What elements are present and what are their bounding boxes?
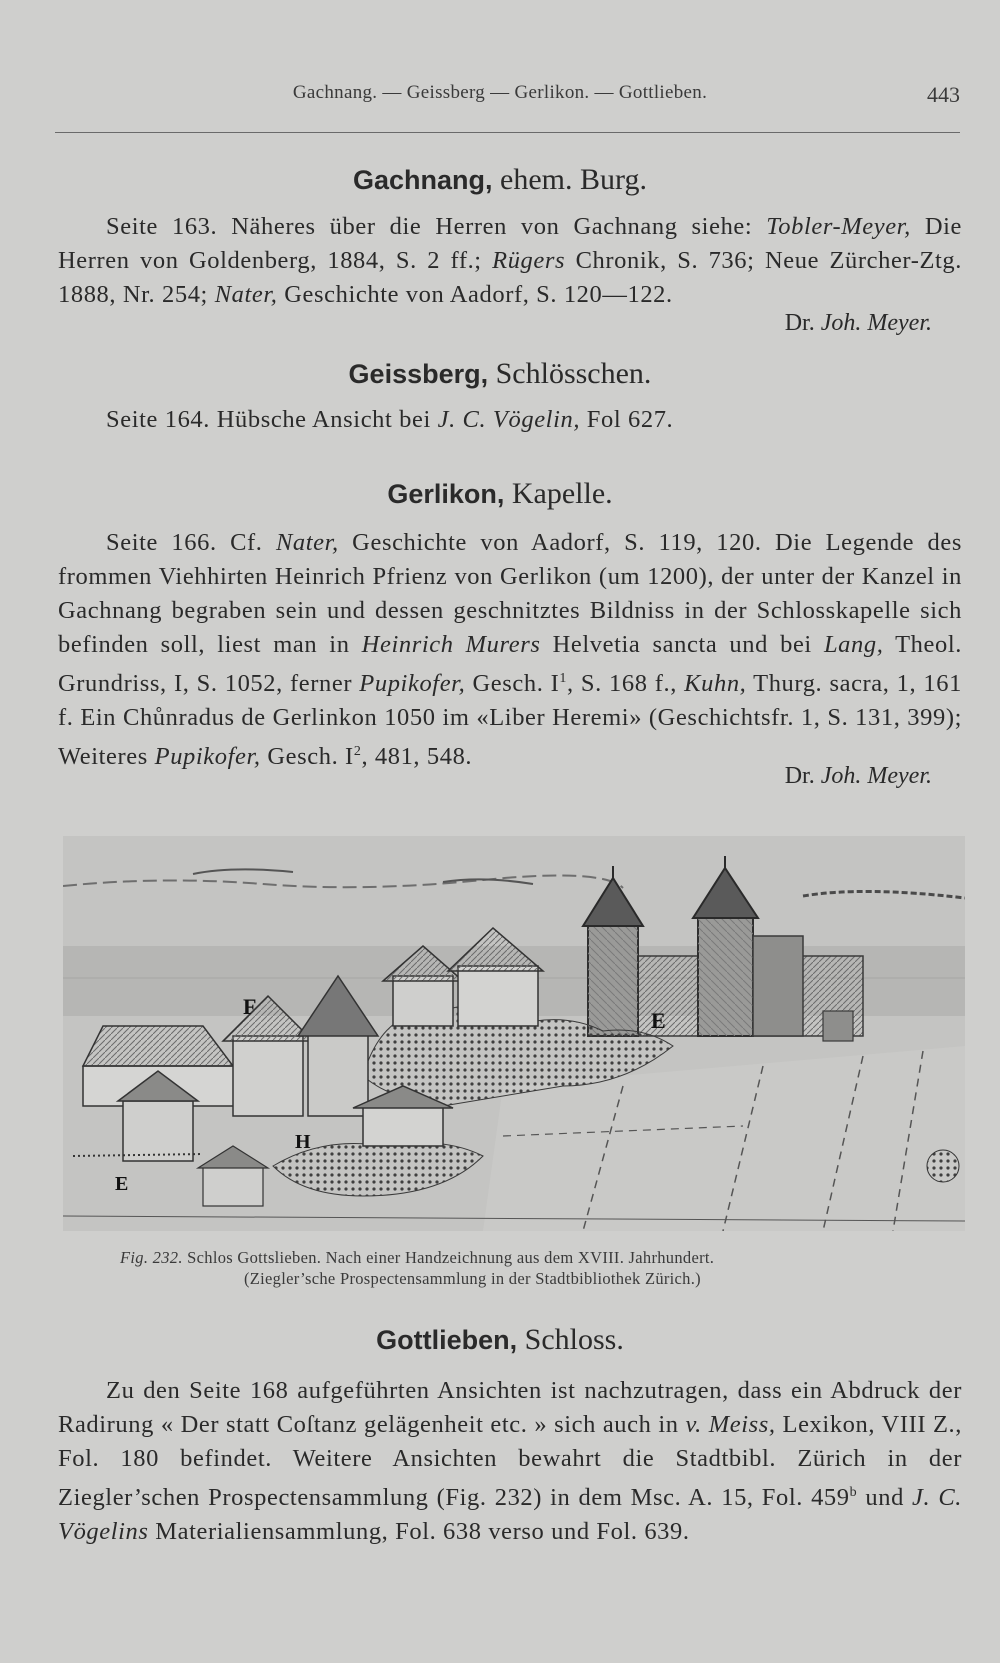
figure-label-f: F — [243, 994, 257, 1019]
running-head: Gachnang. — Geissberg — Gerlikon. — Gottlieben. — [292, 82, 708, 103]
header-rule — [55, 132, 960, 133]
illustration-gottlieben-castle — [63, 836, 965, 1231]
figure-label-e: E — [115, 1173, 129, 1195]
figure-caption: Fig. 232. Schlos Gottslieben. Nach einer Handzeichnung aus dem XVIII. Jahrhundert. (Ziegler’sche Prospectensammlung in der Stadtbibliothek Zürich.) — [120, 1248, 715, 1288]
section-heading-geissberg: Geissberg, Schlösschen. — [348, 357, 652, 390]
section-text-gottlieben: Zu den Seite 168 aufgeführten Ansichten ist nachzutragen, dass ein Abdruck der Radirung « Der statt Coſtanz gelägenheit etc. » sich auch in v. Meiss, Lexikon, VIII Z., Fol. 180 befindet. Weitere Ansichten bewahrt die Stadtbibl. Zürich in der Ziegler’schen Prospectensammlung (Fig. 232) in dem Msc. A. 15, Fol. 459$^b$ und J. C. Vögelins Materialiensammlung, Fol. 638 verso und Fol. 639. — [58, 1377, 963, 1546]
section-heading-gachnang: Gachnang, ehem. Burg. — [353, 163, 647, 196]
section-text-geissberg: Seite 164. Hübsche Ansicht bei J. C. Vögelin, Fol 627. — [106, 406, 674, 433]
section-heading-gottlieben: Gottlieben, Schloss. — [376, 1323, 624, 1356]
section-text-gachnang: Seite 163. Näheres über die Herren von Gachnang siehe: Tobler-Meyer, Die Herren von Goldenberg, 1884, S. 2 ff.; Rügers Chronik, S. 736; Neue Zürcher-Ztg. 1888, Nr. 254; Nater, Geschichte von Aadorf, S. 120—122. — [58, 213, 963, 308]
figure-label-h: H — [295, 1131, 311, 1153]
signature: Dr. Joh. Meyer. — [784, 310, 932, 336]
page-number: 443 — [927, 82, 960, 107]
section-heading-gerlikon: Gerlikon, Kapelle. — [387, 477, 613, 510]
signature: Dr. Joh. Meyer. — [784, 763, 932, 789]
section-text-gerlikon: Seite 166. Cf. Nater, Geschichte von Aadorf, S. 119, 120. Die Legende des frommen Viehhirten Heinrich Pfrienz von Gerlikon (um 1200), der unter der Kanzel in Gachnang begraben sein und dessen geschnitztes Bildniss in der Schlosskapelle sich befinden soll, liest man in Heinrich Murers Helvetia sancta und bei Lang, Theol. Grundriss, I, S. 1052, ferner Pupikofer, Gesch. $I^1$, S. 168 f., Kuhn, Thurg. sacra, 1, 161 f. Ein Chůnradus de Gerlinkon 1050 im «Liber Heremi» (Geschichtsfr. 1, S. 131, 399); Weiteres Pupikofer, Gesch. $I^2$, 481, 548. — [58, 529, 962, 771]
figure-label-e: E — [651, 1008, 666, 1033]
